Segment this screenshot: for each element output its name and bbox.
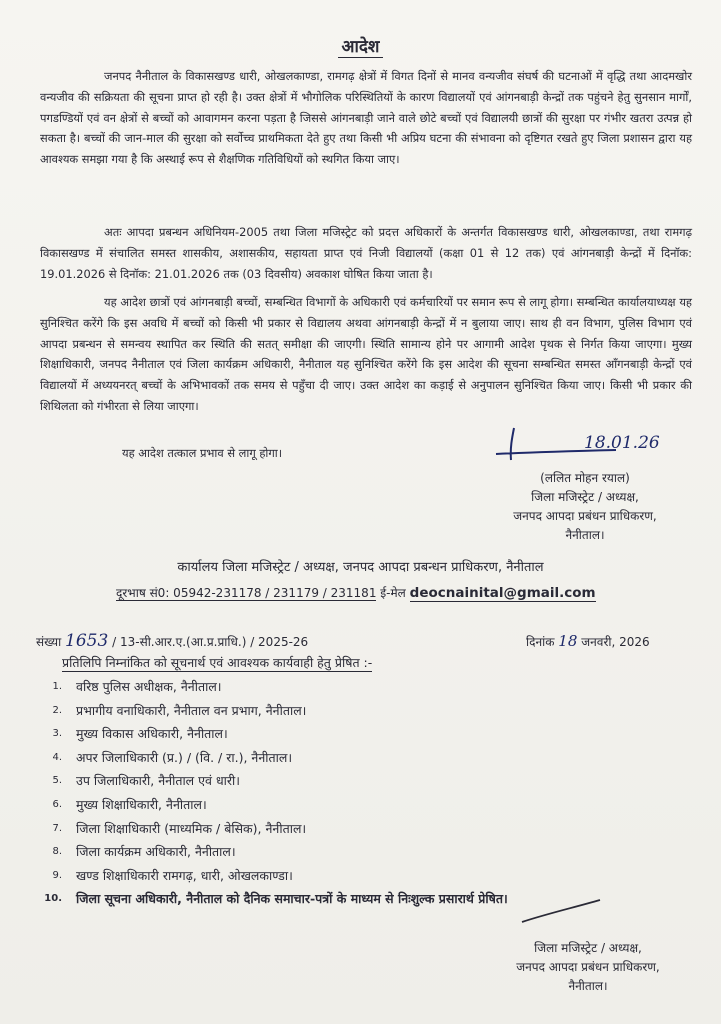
date-prefix: दिनांक [526, 635, 555, 649]
list-text: अपर जिलाधिकारी (प्र.) / (वि. / रा.), नैनीताल। [76, 749, 293, 765]
reference-number: 1653 [65, 631, 109, 651]
order-title [0, 34, 721, 57]
signature-2-icon [516, 896, 606, 928]
signatory-authority-2: जनपद आपदा प्रबंधन प्राधिकरण, [516, 960, 660, 974]
signatory-place-2: नैनीताल। [568, 979, 608, 993]
list-text: खण्ड शिक्षाधिकारी रामगढ़, धारी, ओखलकाण्डा। [76, 867, 293, 883]
list-text: वरिष्ठ पुलिस अधीक्षक, नैनीताल। [76, 679, 222, 694]
contact-line [116, 584, 596, 601]
list-number: 9. [52, 869, 62, 881]
office-heading: कार्यालय जिला मजिस्ट्रेट / अध्यक्ष, जनपद आपदा प्रबन्धन प्राधिकरण, नैनीताल [177, 560, 544, 575]
signatory-authority: जनपद आपदा प्रबंधन प्राधिकरण, [513, 509, 657, 523]
list-number: 6. [52, 798, 62, 810]
paragraph-3: यह आदेश छात्रों एवं आंगनबाड़ी बच्चों, सम्बन्धित विभागों के अधिकारी एवं कर्मचारियों पर समान रूप से लागू होगा। सम्बन्धित कार्यालयाध्यक्ष यह सुनिश्चित करेंगे कि इस अवधि में बच्चों को किसी भी प्रकार से विद्यालय अथवा आंगनबाड़ी केन्द्रों में न बुलाया जाए। साथ ही वन विभाग, पुलिस विभाग एवं आपदा प्रबन्धन से समन्वय स्थापित कर स्थिति की सतत् समीक्षा की जाएगी। स्थिति सामान्य होने पर आगामी आदेश पृथक से निर्गत किया जाएगा। मुख्य शिक्षाधिकारी, जनपद नैनीताल एवं जिला कार्यक्रम अधिकारी, नैनीताल यह सुनिश्चित करेंगे कि इस आदेश की सूचना सम्बन्धित समस्त आँगनबाड़ी केन्द्रों एवं विद्यालयों में अध्ययनरत् बच्चों के अभिभावकों तक समय से पहुँचा दी जाए। उक्त आदेश का कड़ाई से अनुपालन सुनिश्चित किया जाए। किसी भी प्रकार की शिथिलता को गंभीरता से लिया जाएगा। [40, 295, 692, 413]
list-item [34, 675, 508, 699]
reference-prefix: संख्या [36, 635, 62, 649]
list-number: 2. [52, 704, 62, 716]
signatory-designation-2: जिला मजिस्ट्रेट / अध्यक्ष, [534, 941, 642, 955]
email-address: deocnainital@gmail.com [409, 585, 596, 601]
phone-numbers: दूरभाष सं0: 05942-231178 / 231179 / 231181 [116, 586, 377, 600]
list-item [34, 699, 508, 723]
signatory-name: (ललित मोहन रयाल) [540, 471, 630, 485]
paragraph-1: जनपद नैनीताल के विकासखण्ड धारी, ओखलकाण्डा, रामगढ़ क्षेत्रों में विगत दिनों से मानव वन्यजीव संघर्ष की घटनाओं में वृद्धि तथा आदमखोर वन्यजीव की सक्रियता की सूचना प्राप्त हो रही है। उक्त क्षेत्रों में भौगोलिक परिस्थितियों के कारण विद्यालयों एवं आंगनबाड़ी केन्द्रों तक पहुंचने हेतु सुनसान मार्गों, पगडण्डियों एवं वन क्षेत्रों से बच्चों को आवागमन करना पड़ता है जिससे आंगनबाड़ी जाने वाले छोटे बच्चों एवं विद्यालयी छात्रों की सुरक्षा पर गंभीर खतरा उत्पन्न हो सकता है। बच्चों की जान-माल की सुरक्षा को सर्वोच्च प्राथमिकता देते हुए तथा किसी भी अप्रिय घटना की संभावना को दृष्टिगत रखते हुए जिला प्रशासन द्वारा यह आवश्यक समझा गया है कि अस्थाई रूप से शैक्षणिक गतिविधियों को स्थगित किया जाए। [40, 69, 692, 167]
list-text: जिला शिक्षाधिकारी (माध्यमिक / बेसिक), नैनीताल। [76, 820, 307, 836]
reference-line [36, 631, 308, 651]
signature-1-icon [466, 424, 696, 470]
list-number: 1. [52, 681, 62, 692]
list-number: 4. [52, 751, 62, 763]
signatory-designation: जिला मजिस्ट्रेट / अध्यक्ष, [531, 490, 639, 504]
paragraph-4: यह आदेश तत्काल प्रभाव से लागू होगा। [122, 446, 283, 460]
list-number: 7. [52, 822, 62, 834]
signature-block-2 [468, 939, 708, 996]
list-text: मुख्य विकास अधिकारी, नैनीताल। [76, 726, 228, 742]
list-item [34, 887, 508, 911]
list-text: प्रभागीय वनाधिकारी, नैनीताल वन प्रभाग, नैनीताल। [76, 702, 307, 718]
list-item [34, 769, 508, 793]
list-text: जिला सूचना अधिकारी, नैनीताल को दैनिक समाचार-पत्रों के माध्यम से निःशुल्क प्रसारार्थ प्रेषित। [76, 891, 508, 907]
list-number: 5. [52, 775, 62, 787]
order-title-text: आदेश [338, 37, 384, 58]
list-item [34, 817, 508, 841]
copy-heading: प्रतिलिपि निम्नांकित को सूचनार्थ एवं आवश्यक कार्यवाही हेतु प्रेषित :- [62, 655, 373, 670]
list-number: 10. [44, 893, 62, 905]
list-text: उप जिलाधिकारी, नैनीताल एवं धारी। [76, 773, 240, 789]
list-text: जिला कार्यक्रम अधिकारी, नैनीताल। [76, 844, 236, 860]
signature-1-date: 18.01.26 [584, 433, 660, 453]
reference-date [526, 632, 650, 650]
list-text: मुख्य शिक्षाधिकारी, नैनीताल। [76, 796, 207, 812]
list-item [34, 793, 508, 817]
list-item [34, 864, 508, 888]
date-day: 18 [558, 632, 578, 650]
list-item [34, 746, 508, 770]
email-label: ई-मेल [380, 586, 406, 600]
reference-suffix: / 13-सी.आर.ए.(आ.प्र.प्राधि.) / 2025-26 [112, 635, 309, 649]
date-rest: जनवरी, 2026 [581, 635, 650, 649]
signatory-place: नैनीताल। [565, 528, 605, 542]
list-item [34, 722, 508, 746]
recipient-list [34, 675, 508, 911]
paragraph-2: अतः आपदा प्रबन्धन अधिनियम-2005 तथा जिला मजिस्ट्रेट को प्रदत्त अधिकारों के अन्तर्गत विकासखण्ड धारी, ओखलकाण्डा, तथा रामगढ़ विकासखण्ड में संचालित समस्त शासकीय, अशासकीय, सहायता प्राप्त एवं निजी विद्यालयों (कक्षा 01 से 12 तक) एवं आंगनबाड़ी केन्द्रों में दिनॉक: 19.01.2026 से दिनॉक: 21.01.2026 तक (03 दिवसीय) अवकाश घोषित किया जाता है। [40, 225, 692, 281]
signature-block-1 [470, 469, 700, 545]
list-item [34, 840, 508, 864]
list-number: 8. [52, 846, 62, 858]
list-number: 3. [52, 728, 62, 740]
